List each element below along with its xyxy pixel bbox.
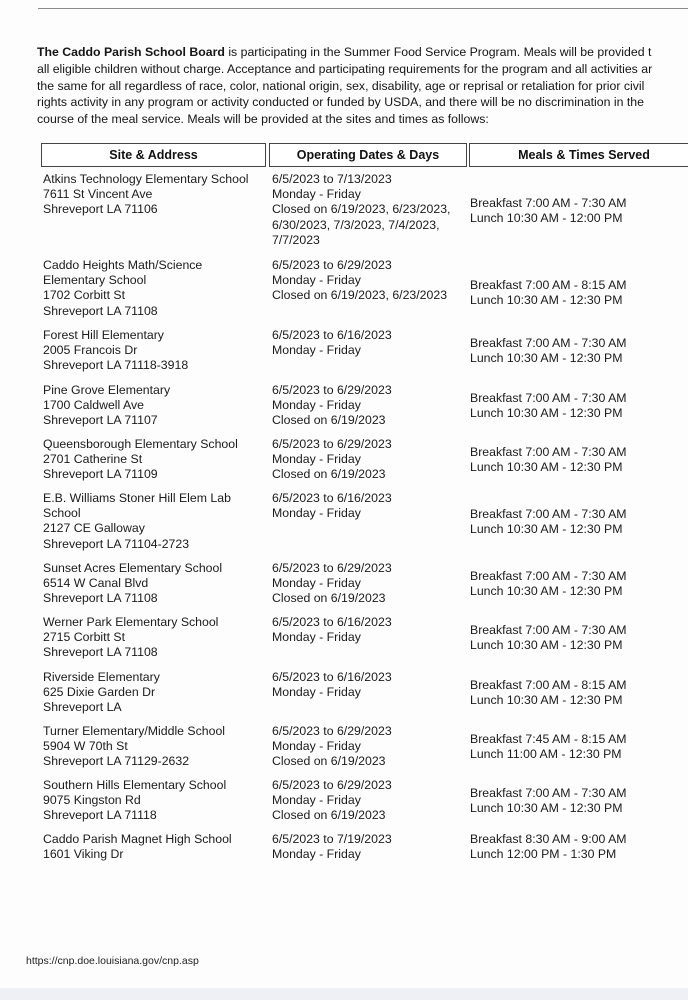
site-cell [43, 491, 231, 552]
site-cell-line: Elementary School [43, 273, 147, 288]
site-cell-line: Shreveport LA 71109 [43, 467, 158, 482]
meals-cell-line: Breakfast 7:00 AM - 7:30 AM [470, 445, 627, 459]
dates-cell-line: Monday - Friday [272, 793, 361, 808]
meals-cell-line: Breakfast 7:00 AM - 7:30 AM [470, 786, 627, 800]
site-cell [43, 437, 238, 483]
dates-cell-line: Monday - Friday [272, 273, 361, 288]
site-cell-line: 1702 Corbitt St [43, 288, 126, 303]
meals-cell [470, 678, 627, 708]
site-cell-line: 2715 Corbitt St [43, 630, 126, 645]
meals-cell-line: Lunch 10:30 AM - 12:30 PM [470, 351, 623, 366]
meals-cell [470, 336, 627, 366]
dates-cell [272, 724, 392, 770]
meals-cell-line: Lunch 10:30 AM - 12:30 PM [470, 638, 623, 653]
meals-cell-line: Lunch 10:30 AM - 12:30 PM [470, 693, 623, 708]
site-cell-line: Caddo Heights Math/Science [43, 258, 203, 272]
site-cell-line: 2005 Francois Dr [43, 343, 138, 358]
dates-cell-line: 6/5/2023 to 6/29/2023 [272, 258, 392, 272]
dates-cell-line: 6/30/2023, 7/3/2023, 7/4/2023, [272, 217, 440, 232]
site-cell-line: Shreveport LA [43, 700, 122, 715]
dates-cell [272, 832, 392, 862]
site-cell-line: Werner Park Elementary School [43, 615, 219, 629]
intro-line-4: rights activity in any program or activity conducted or funded by USDA, and there will be no discrimination in the [37, 95, 644, 110]
dates-cell-line: 6/5/2023 to 6/16/2023 [272, 615, 392, 629]
meals-cell-line: Breakfast 7:00 AM - 7:30 AM [470, 569, 627, 583]
site-cell-line: Queensborough Elementary School [43, 437, 238, 451]
site-cell [43, 832, 232, 862]
dates-cell-line: Monday - Friday [272, 630, 361, 645]
org-name: The Caddo Parish School Board [37, 45, 225, 59]
site-cell-line: Shreveport LA 71108 [43, 303, 158, 318]
dates-cell [272, 172, 450, 248]
site-cell-line: 1700 Caldwell Ave [43, 398, 144, 413]
site-cell-line: Southern Hills Elementary School [43, 778, 227, 792]
site-cell-line: Riverside Elementary [43, 670, 160, 684]
meals-cell [470, 445, 627, 475]
dates-cell-line: 7/7/2023 [272, 232, 320, 247]
meals-cell-line: Lunch 10:30 AM - 12:30 PM [470, 293, 623, 308]
dates-cell-line: 6/5/2023 to 6/29/2023 [272, 561, 392, 575]
meals-cell [470, 832, 627, 862]
dates-cell [272, 437, 392, 483]
site-cell-line: Shreveport LA 71118-3918 [43, 358, 189, 373]
dates-cell-line: 6/5/2023 to 6/16/2023 [272, 670, 392, 684]
dates-cell-line: Monday - Friday [272, 506, 361, 521]
site-cell [43, 172, 249, 218]
site-cell-line: Turner Elementary/Middle School [43, 724, 226, 738]
intro-paragraph [37, 44, 688, 128]
site-cell-line: Atkins Technology Elementary School [43, 172, 249, 186]
meals-cell [470, 786, 627, 816]
dates-cell [272, 258, 447, 304]
site-cell-line: Shreveport LA 71108 [43, 645, 158, 660]
meals-cell [470, 391, 627, 421]
site-cell-line: Sunset Acres Elementary School [43, 561, 223, 575]
dates-cell-line: Monday - Friday [272, 398, 361, 413]
meals-cell-line: Breakfast 7:00 AM - 7:30 AM [470, 196, 627, 210]
dates-cell-line: Closed on 6/19/2023 [272, 413, 386, 428]
meals-cell [470, 507, 627, 537]
site-cell-line: Shreveport LA 71104-2723 [43, 536, 190, 551]
meals-cell-line: Breakfast 7:00 AM - 8:15 AM [470, 678, 627, 692]
site-cell-line: Pine Grove Elementary [43, 383, 171, 397]
meals-cell [470, 732, 627, 762]
meals-cell-line: Breakfast 8:30 AM - 9:00 AM [470, 832, 627, 846]
dates-cell-line: 6/5/2023 to 6/29/2023 [272, 383, 392, 397]
site-cell-line: Shreveport LA 71108 [43, 591, 158, 606]
header-site-address: Site & Address [41, 143, 266, 167]
meals-cell-line: Breakfast 7:00 AM - 8:15 AM [470, 278, 627, 292]
dates-cell-line: Monday - Friday [272, 847, 361, 862]
site-cell-line: 1601 Viking Dr [43, 847, 124, 862]
dates-cell-line: 6/5/2023 to 7/13/2023 [272, 172, 392, 186]
dates-cell-line: 6/5/2023 to 6/16/2023 [272, 328, 392, 342]
dates-cell-line: Closed on 6/19/2023, 6/23/2023, [272, 202, 451, 217]
meals-cell-line: Breakfast 7:00 AM - 7:30 AM [470, 391, 627, 405]
site-cell-line: 5904 W 70th St [43, 739, 128, 754]
meals-cell-line: Lunch 10:30 AM - 12:30 PM [470, 801, 623, 816]
dates-cell-line: Monday - Friday [272, 685, 361, 700]
site-cell-line: Shreveport LA 71118 [43, 808, 157, 823]
dates-cell [272, 561, 392, 607]
site-cell-line: 2701 Catherine St [43, 452, 143, 467]
intro-line-3: the same for all regardless of race, color, national origin, sex, disability, age or reprisal or retaliation for prior civil [37, 78, 645, 93]
meals-cell-line: Breakfast 7:45 AM - 8:15 AM [470, 732, 627, 746]
meals-cell [470, 278, 627, 308]
dates-cell-line: 6/5/2023 to 6/16/2023 [272, 491, 392, 505]
dates-cell [272, 778, 392, 824]
site-cell-line: 625 Dixie Garden Dr [43, 685, 156, 700]
intro-line-2: all eligible children without charge. Acceptance and participating requirements for the program and all activities ar [37, 61, 653, 76]
dates-cell-line: 6/5/2023 to 6/29/2023 [272, 724, 392, 738]
dates-cell-line: Closed on 6/19/2023 [272, 467, 386, 482]
dates-cell [272, 615, 392, 645]
dates-cell-line: 6/5/2023 to 6/29/2023 [272, 437, 392, 451]
dates-cell-line: Monday - Friday [272, 576, 361, 591]
site-cell [43, 670, 160, 716]
meals-cell [470, 623, 627, 653]
meals-cell [470, 569, 627, 599]
meals-cell-line: Lunch 10:30 AM - 12:00 PM [470, 211, 623, 226]
meals-cell-line: Lunch 10:30 AM - 12:30 PM [470, 460, 623, 475]
site-cell-line: 6514 W Canal Blvd [43, 576, 149, 591]
meals-cell-line: Breakfast 7:00 AM - 7:30 AM [470, 336, 627, 350]
meals-cell-line: Lunch 12:00 PM - 1:30 PM [470, 847, 617, 862]
header-operating-dates: Operating Dates & Days [269, 143, 467, 167]
site-cell [43, 328, 188, 374]
site-cell-line: Shreveport LA 71107 [43, 413, 158, 428]
meals-cell-line: Breakfast 7:00 AM - 7:30 AM [470, 623, 627, 637]
dates-cell [272, 491, 392, 521]
meals-cell-line: Lunch 11:00 AM - 12:30 PM [470, 747, 622, 762]
dates-cell [272, 670, 392, 700]
dates-cell-line: Closed on 6/19/2023 [272, 808, 386, 823]
site-cell-line: School [43, 506, 81, 521]
site-cell [43, 778, 226, 824]
dates-cell-line: Monday - Friday [272, 343, 361, 358]
top-divider [38, 8, 688, 9]
dates-cell-line: Monday - Friday [272, 739, 361, 754]
meals-cell-line: Lunch 10:30 AM - 12:30 PM [470, 406, 623, 421]
meals-cell-line: Breakfast 7:00 AM - 7:30 AM [470, 507, 627, 521]
site-cell-line: Shreveport LA 71129-2632 [43, 754, 190, 769]
site-cell [43, 561, 222, 607]
meals-cell-line: Lunch 10:30 AM - 12:30 PM [470, 584, 623, 599]
site-cell-line: Caddo Parish Magnet High School [43, 832, 232, 846]
site-cell [43, 258, 202, 319]
dates-cell-line: 6/5/2023 to 7/19/2023 [272, 832, 392, 846]
site-cell [43, 383, 170, 429]
dates-cell-line: Closed on 6/19/2023 [272, 754, 386, 769]
dates-cell-line: Monday - Friday [272, 187, 361, 202]
site-cell-line: 9075 Kingston Rd [43, 793, 141, 808]
dates-cell-line: 6/5/2023 to 6/29/2023 [272, 778, 392, 792]
site-cell-line: 7611 St Vincent Ave [43, 187, 153, 202]
dates-cell-line: Closed on 6/19/2023 [272, 591, 386, 606]
header-meals-times: Meals & Times Served [469, 143, 688, 167]
meals-cell-line: Lunch 10:30 AM - 12:30 PM [470, 522, 623, 537]
dates-cell-line: Closed on 6/19/2023, 6/23/2023 [272, 288, 448, 303]
intro-line-1: The Caddo Parish School Board is participating in the Summer Food Service Program. Meals will be provided t [37, 45, 652, 59]
bottom-bar [0, 988, 688, 1000]
site-cell [43, 615, 218, 661]
site-cell [43, 724, 225, 770]
dates-cell [272, 328, 392, 358]
site-cell-line: E.B. Williams Stoner Hill Elem Lab [43, 491, 231, 505]
dates-cell-line: Monday - Friday [272, 452, 361, 467]
site-cell-line: Forest Hill Elementary [43, 328, 164, 342]
site-cell-line: Shreveport LA 71106 [43, 202, 158, 217]
intro-line-5: course of the meal service. Meals will be provided at the sites and times as follows: [37, 112, 489, 127]
footer-url: https://cnp.doe.louisiana.gov/cnp.asp [26, 955, 199, 967]
site-cell-line: 2127 CE Galloway [43, 521, 145, 536]
meals-cell [470, 196, 627, 226]
dates-cell [272, 383, 392, 429]
